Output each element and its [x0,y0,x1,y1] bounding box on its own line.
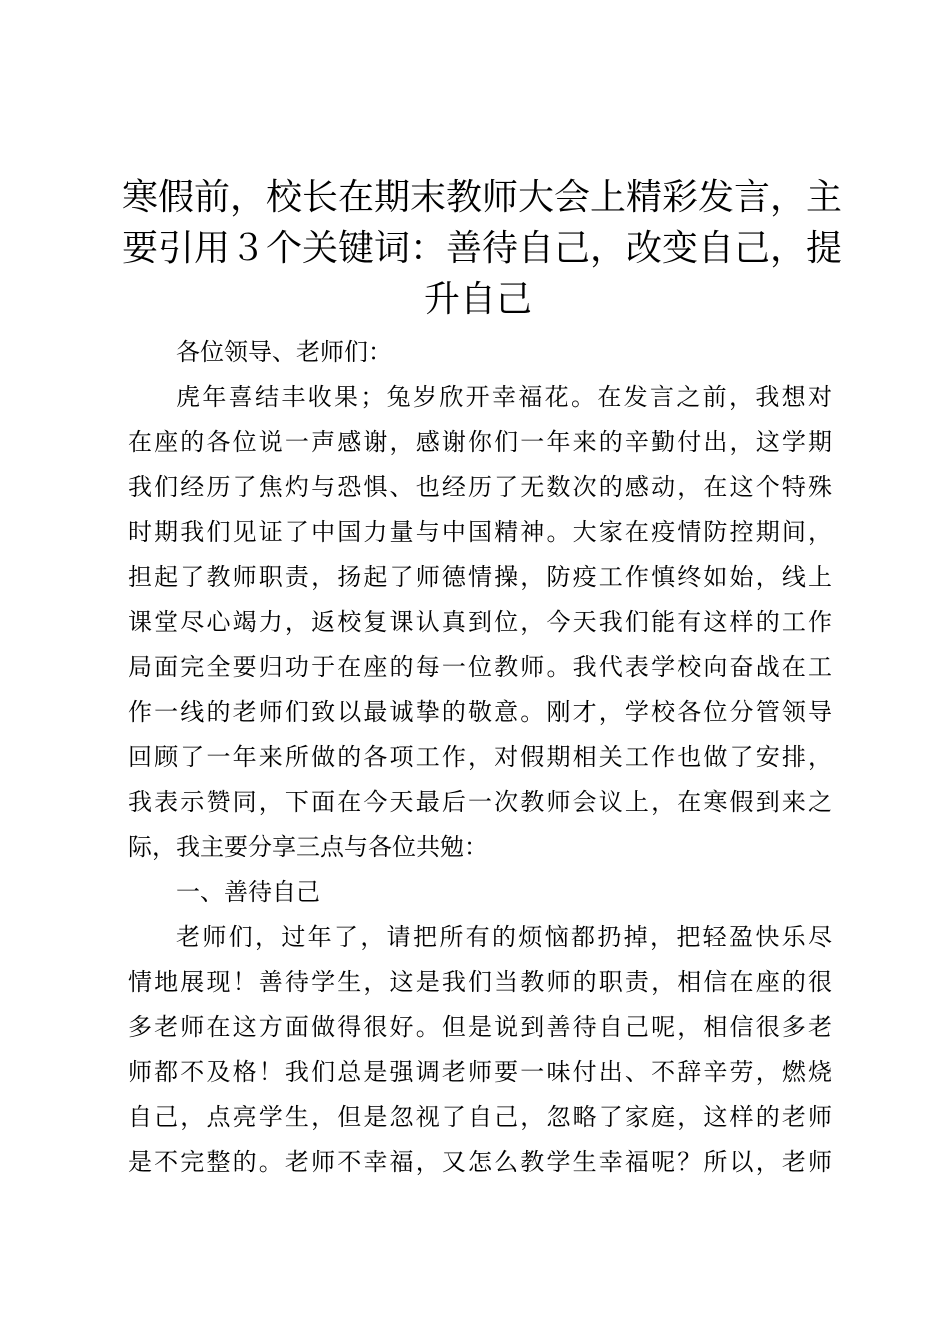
paragraph-1 [128,375,832,870]
paragraph-line: 时期我们见证了中国力量与中国精神。大家在疫情防控期间， [128,518,832,546]
greeting-paragraph [128,330,832,375]
paragraph-line: 作一线的老师们致以最诚挚的敬意。刚才，学校各位分管领导 [128,698,832,726]
paragraph-line: 担起了教师职责，扬起了师德情操，防疫工作慎终如始，线上 [128,563,832,591]
title-line: 要引用３个关键词：善待自己，改变自己，提 [122,228,843,269]
paragraph-line: 我表示赞同，下面在今天最后一次教师会议上，在寒假到来之 [128,788,832,816]
title-line: 寒假前，校长在期末教师大会上精彩发言，主 [122,177,843,218]
paragraph-line: 际，我主要分享三点与各位共勉： [128,833,488,861]
paragraph-2 [128,915,832,1185]
paragraph-line: 在座的各位说一声感谢，感谢你们一年来的辛勤付出，这学期 [128,428,832,456]
paragraph-line: 师都不及格！我们总是强调老师要一味付出、不辞辛劳，燃烧 [128,1058,832,1086]
greeting-line: 各位领导、老师们： [176,338,392,366]
title-line: 升自己 [423,279,532,320]
paragraph-line: 回顾了一年来所做的各项工作，对假期相关工作也做了安排， [128,743,832,771]
paragraph-line: 是不完整的。老师不幸福，又怎么教学生幸福呢？所以，老师 [128,1148,832,1176]
paragraph-line: 课堂尽心竭力，返校复课认真到位，今天我们能有这样的工作 [128,608,832,636]
paragraph-line: 虎年喜结丰收果；兔岁欣开幸福花。在发言之前，我想对 [176,383,832,411]
paragraph-line: 自己，点亮学生，但是忽视了自己，忽略了家庭，这样的老师 [128,1103,832,1131]
document-title [122,172,843,325]
paragraph-line: 多老师在这方面做得很好。但是说到善待自己呢，相信很多老 [128,1013,832,1041]
document-body [128,330,832,1185]
paragraph-line: 老师们，过年了，请把所有的烦恼都扔掉，把轻盈快乐尽 [176,923,832,951]
section-heading: 一、善待自己 [176,878,320,906]
paragraph-line: 情地展现！善待学生，这是我们当教师的职责，相信在座的很 [128,968,832,996]
paragraph-line: 局面完全要归功于在座的每一位教师。我代表学校向奋战在工 [128,653,832,681]
paragraph-line: 我们经历了焦灼与恐惧、也经历了无数次的感动，在这个特殊 [128,473,832,501]
section-heading-1 [128,870,832,915]
